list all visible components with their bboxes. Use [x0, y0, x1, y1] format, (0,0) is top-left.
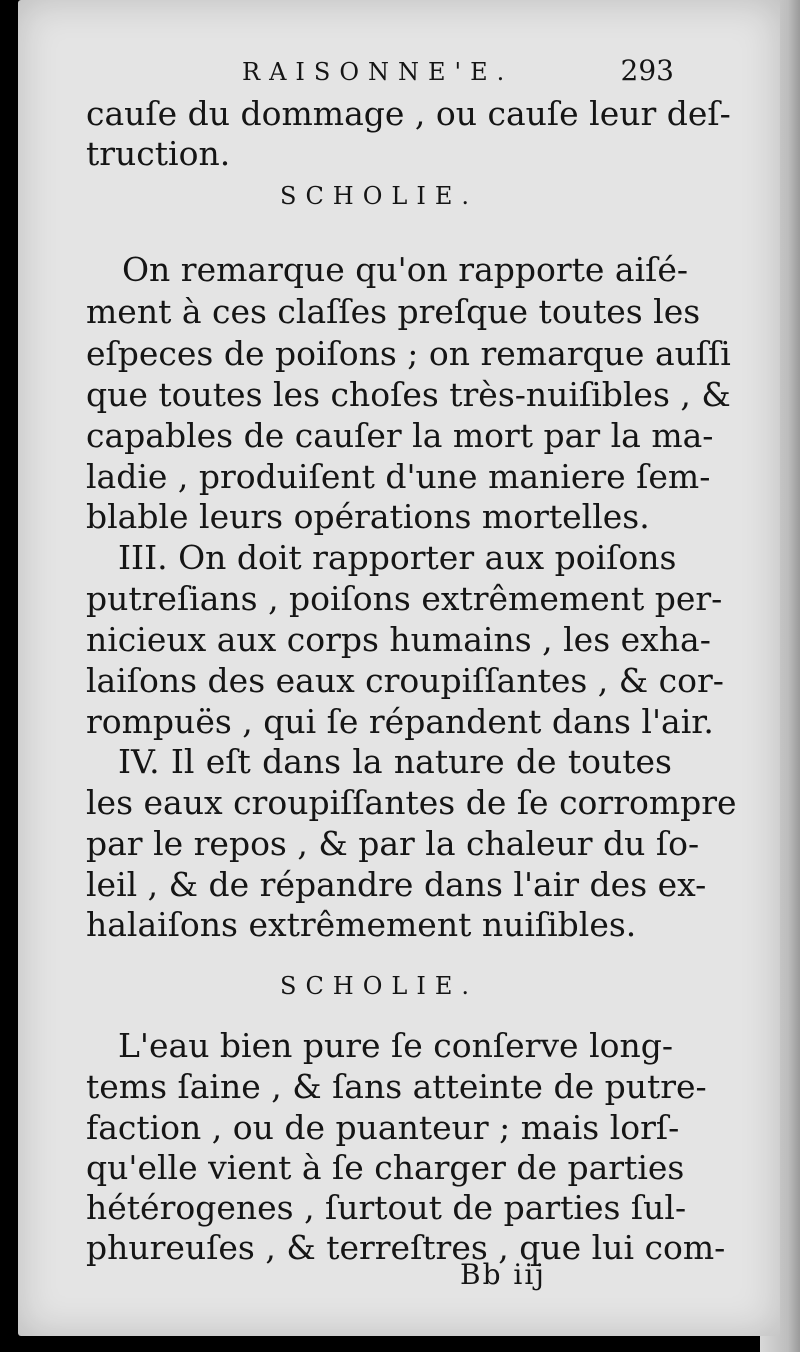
- text-line: phureuſes , & terreſtres , que lui com-: [86, 1228, 726, 1267]
- text-line: cauſe du dommage , ou cauſe leur deſ-: [86, 94, 731, 133]
- text-line: eſpeces de poiſons ; on remarque auſſi: [86, 334, 731, 373]
- text-line: ladie , produiſent d'une maniere ſem-: [86, 457, 711, 496]
- text-line: hétérogenes , ſurtout de parties ſul-: [86, 1188, 687, 1227]
- page-header: [86, 54, 676, 94]
- text-line: faction , ou de puanteur ; mais lorſ-: [86, 1108, 680, 1147]
- text-line: nicieux aux corps humains , les exha-: [86, 620, 711, 659]
- page-number: 293: [620, 54, 674, 87]
- section-heading: SCHOLIE.: [280, 972, 478, 1000]
- text-line: L'eau bien pure ſe conſerve long-: [118, 1026, 674, 1065]
- text-line: par le repos , & par la chaleur du ſo-: [86, 824, 700, 863]
- text-line: laiſons des eaux croupiſſantes , & cor-: [86, 661, 724, 700]
- text-line: capables de cauſer la mort par la ma-: [86, 416, 714, 455]
- text-line: tems ſaine , & ſans atteinte de putre-: [86, 1067, 707, 1106]
- text-line: leil , & de répandre dans l'air des ex-: [86, 865, 707, 904]
- text-line: truction.: [86, 134, 231, 173]
- text-line: III. On doit rapporter aux poiſons: [118, 538, 677, 577]
- text-line: putreſians , poiſons extrêmement per-: [86, 579, 723, 618]
- text-line: blable leurs opérations mortelles.: [86, 497, 650, 536]
- text-line: rompuës , qui ſe répandent dans l'air.: [86, 702, 714, 741]
- text-line: les eaux croupiſſantes de ſe corrompre: [86, 783, 737, 822]
- printer-signature: Bb iij: [460, 1258, 546, 1291]
- running-head: RAISONNE'E.: [242, 58, 514, 86]
- text-line: On remarque qu'on rapporte aiſé-: [122, 250, 689, 289]
- text-line: halaiſons extrêmement nuiſibles.: [86, 905, 637, 944]
- text-line: que toutes les choſes très-nuiſibles , &: [86, 375, 731, 414]
- section-heading: SCHOLIE.: [280, 182, 478, 210]
- text-line: IV. Il eſt dans la nature de toutes: [118, 742, 672, 781]
- text-line: qu'elle vient à ſe charger de parties: [86, 1148, 685, 1187]
- text-line: ment à ces claſſes preſque toutes les: [86, 292, 701, 331]
